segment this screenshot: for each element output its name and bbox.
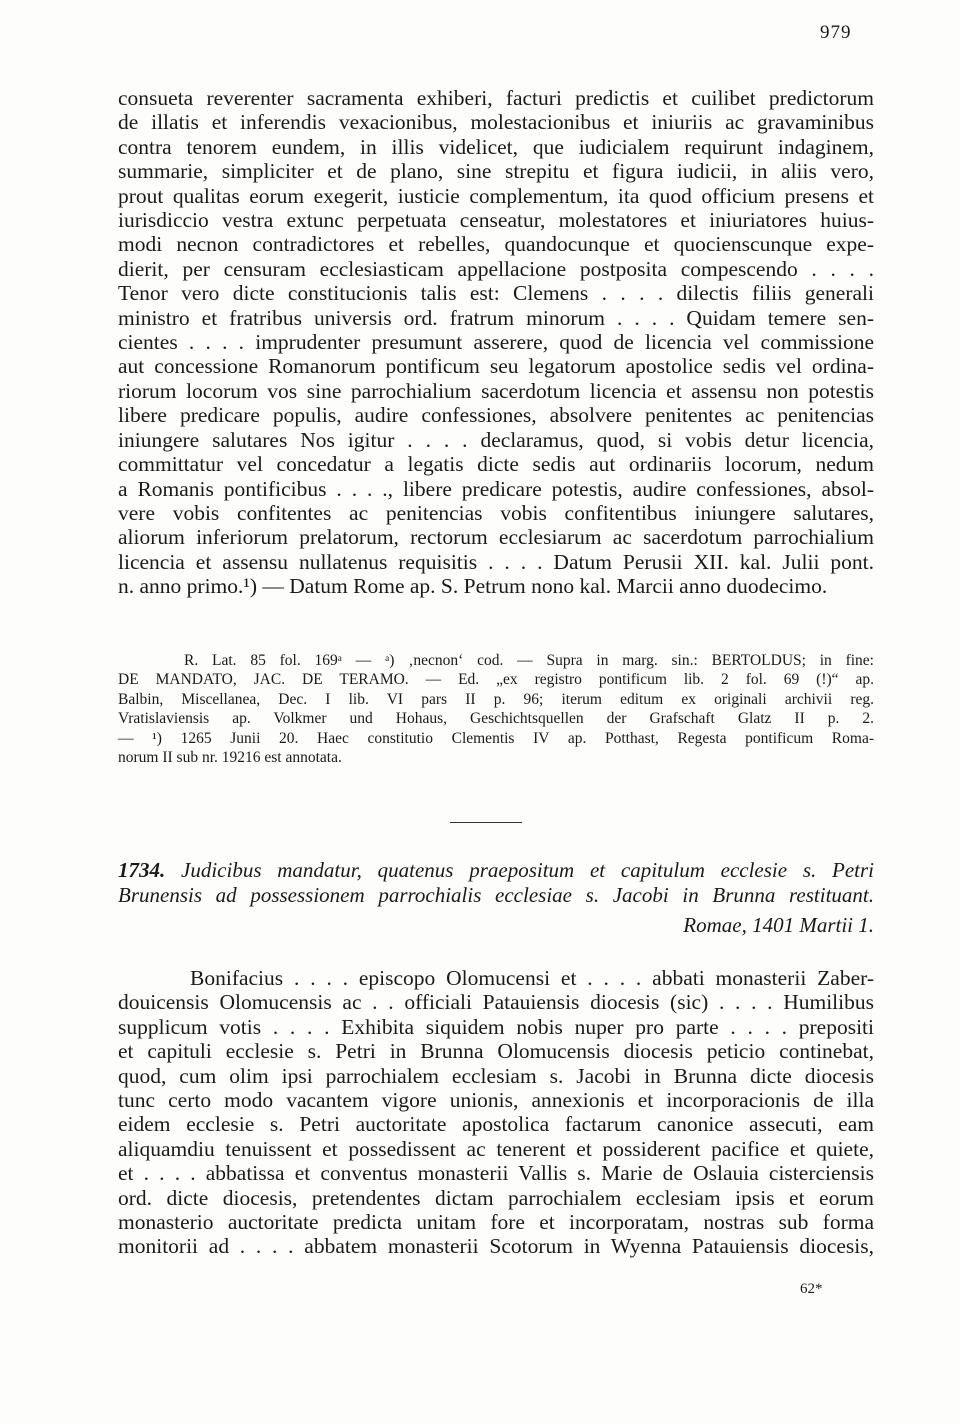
text-line: tunc certo modo vacantem vigore unionis, annexionis et incorporacionis de illa [118, 1088, 874, 1113]
text-line: eidem ecclesie s. Petri auctoritate apostolica factarum canonice assecuti, eam [118, 1112, 874, 1137]
text-line: ministro et fratribus universis ord. fratrum minorum . . . . Quidam temere sen- [118, 305, 874, 330]
note-line: R. Lat. 85 fol. 169ᵃ — ᵃ) ‚necnon‘ cod. — Supra in marg. sin.: BERTOLDUS; in fine: [184, 652, 874, 669]
text-line: Tenor vero dicte constitucionis talis est: Clemens . . . . dilectis filiis generali [118, 281, 874, 306]
document-heading [118, 858, 874, 938]
main-text-block-2 [118, 966, 874, 1259]
text-line: iurisdiccio vestra extunc perpetuata censeatur, molestatores et iniuriatores huius- [118, 208, 874, 233]
text-line: prout qualitas eorum exegerit, iusticie complementum, ita quod officium presens et [118, 183, 874, 208]
text-line: consueta reverenter sacramenta exhiberi, facturi predictis et cuilibet predictorum [118, 86, 874, 110]
text-line: n. anno primo.¹) — Datum Rome ap. S. Petrum nono kal. Marcii anno duodecimo. [118, 574, 828, 599]
text-line: committatur vel concedatur a legatis dicte sedis aut ordinariis locorum, nedum [118, 452, 874, 477]
note-line: — ¹) 1265 Junii 20. Haec constitutio Clementis IV ap. Potthast, Regesta pontificum Roma- [118, 729, 874, 747]
heading-line: Brunensis ad possessionem parrochialis ecclesiae s. Jacobi in Brunna restituant. [118, 882, 874, 907]
text-line: contra tenorem eundem, in illis videlicet, que iudicialem requirunt indaginem, [118, 134, 874, 159]
heading-date: Romae, 1401 Martii 1. [683, 913, 874, 937]
text-line: quod, cum olim ipsi parrochialem ecclesiam s. Jacobi in Brunna dicte diocesis [118, 1063, 874, 1088]
main-text-block-1 [118, 86, 874, 599]
note-line: Vratislaviensis ap. Volkmer und Hohaus, Geschichtsquellen der Grafschaft Glatz II p. 2. [118, 710, 874, 728]
text-line: aut concessione Romanorum pontificum seu legatorum apostolice sedis vel ordina- [118, 354, 874, 379]
text-line: et . . . . abbatissa et conventus monasterii Vallis s. Marie de Oslauia cisterciensis [118, 1161, 874, 1186]
text-line: libere predicare populis, audire confessiones, absolvere penitentes ac penitencias [118, 403, 874, 428]
footnotes [118, 651, 874, 767]
text-line: supplicum votis . . . . Exhibita siquidem nobis nuper pro parte . . . . prepositi [118, 1014, 874, 1039]
text-line: summarie, simpliciter et de plano, sine strepitu et figura iudicii, in aliis vero, [118, 159, 874, 184]
text-line: licencia et assensu nullatenus requisitis . . . . Datum Perusii XII. kal. Julii pont. [118, 549, 874, 574]
text-line: aliquamdiu tenuissent et possedissent ac tenerent et possiderent pacifice et quiete, [118, 1136, 874, 1161]
text-line: modi necnon contradictores et rebelles, quandocunque et quocienscunque expe- [118, 232, 874, 257]
text-line: iniungere salutares Nos igitur . . . . declaramus, quod, si vobis detur licencia, [118, 427, 874, 452]
text-line: douicensis Olomucensis ac . . officiali Patauiensis diocesis (sic) . . . . Humilibus [118, 990, 874, 1015]
text-line: Bonifacius . . . . episcopo Olomucensi et . . . . abbati monasterii Zaber- [190, 966, 874, 990]
text-line: cientes . . . . imprudenter presumunt asserere, quod de licencia vel commissione [118, 330, 874, 355]
text-line: vere vobis confitentes ac penitencias vobis confitentibus iniungere salutares, [118, 500, 874, 525]
note-line: norum II sub nr. 19216 est annotata. [118, 749, 342, 767]
note-line: DE MANDATO, JAC. DE TERAMO. — Ed. „ex registro pontificum lib. 2 fol. 69 (!)“ ap. [118, 671, 874, 689]
text-line: monasterio auctoritate predicta unitam fore et incorporatam, nostras sub forma [118, 1210, 874, 1235]
text-line: riorum locorum vos sine parrochialium sacerdotum licencia et assensu non potestis [118, 378, 874, 403]
signature-mark: 62* [800, 1281, 823, 1297]
note-line: Balbin, Miscellanea, Dec. I lib. VI pars II p. 96; iterum editum ex originali archivii reg. [118, 690, 874, 708]
text-line: et capituli ecclesie s. Petri in Brunna Olomucensis diocesis peticio continebat, [118, 1039, 874, 1064]
page-number: 979 [820, 22, 852, 43]
heading-text: Judicibus mandatur, quatenus praepositum et capitulum ecclesie s. Petri [181, 858, 874, 882]
document-number: 1734. [118, 858, 166, 882]
text-line: a Romanis pontificibus . . . ., libere predicare potestis, audire confessiones, absol- [118, 476, 874, 501]
section-divider [450, 822, 522, 823]
heading-line [118, 858, 874, 883]
text-line: monitorii ad . . . . abbatem monasterii Scotorum in Wyenna Patauiensis diocesis, [118, 1234, 874, 1259]
text-line: de illatis et inferendis vexacionibus, molestacionibus et iniuriis ac gravaminibus [118, 110, 874, 135]
text-line: aliorum inferiorum prelatorum, rectorum ecclesiarum ac sacerdotum parrochialium [118, 525, 874, 550]
text-line: dierit, per censuram ecclesiasticam appellacione postposita compescendo . . . . [118, 256, 874, 281]
text-line: ord. dicte diocesis, pretendentes dictam parrochialem ecclesiam ipsis et eorum [118, 1185, 874, 1210]
